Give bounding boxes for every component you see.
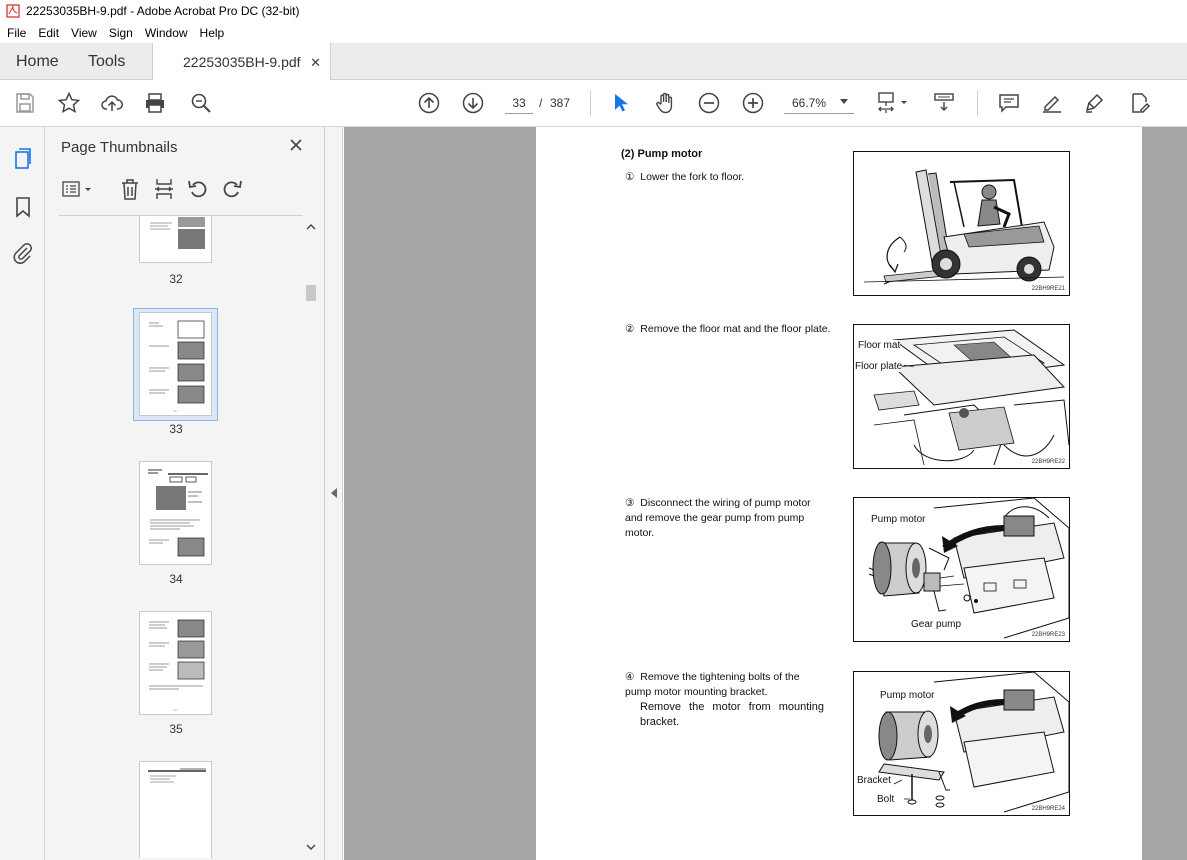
label-gear-pump: Gear pump <box>911 619 962 630</box>
step-text: Remove the tightening bolts of the pump motor mounting bracket. <box>625 671 800 698</box>
attachments-paperclip-icon[interactable] <box>11 241 35 265</box>
page-thumbnails-icon[interactable] <box>11 147 35 171</box>
document-viewport[interactable] <box>344 127 1187 860</box>
thumbnail-page[interactable] <box>139 611 212 715</box>
scroll-down-icon[interactable] <box>306 843 316 851</box>
page-separator: / <box>539 96 543 110</box>
scroll-mode-icon[interactable] <box>932 91 956 115</box>
page-number-input[interactable] <box>505 92 533 114</box>
menu-sign[interactable]: Sign <box>108 25 133 40</box>
step-text: Lower the fork to floor. <box>640 171 745 183</box>
zoom-level-select[interactable] <box>784 92 854 114</box>
label-bracket: Bracket <box>857 775 891 786</box>
page-fit-icon[interactable] <box>876 91 912 115</box>
thumbnail-options-icon[interactable] <box>61 179 95 201</box>
page-thumbnails-panel <box>45 127 325 860</box>
menu-bar <box>0 22 1187 43</box>
thumbnail-number: 35 <box>169 722 183 736</box>
zoom-in-icon[interactable] <box>741 91 765 115</box>
title-bar <box>0 0 1187 22</box>
thumbnail-number: 34 <box>169 572 183 586</box>
figure-forklift <box>853 151 1070 296</box>
zoom-out-icon[interactable] <box>697 91 721 115</box>
bookmark-star-icon[interactable] <box>57 91 81 115</box>
print-icon[interactable] <box>143 91 167 115</box>
total-pages: 387 <box>550 96 571 110</box>
tab-home[interactable]: Home <box>16 52 59 70</box>
step-number: ② <box>625 323 635 335</box>
toolbar-divider <box>977 90 978 116</box>
highlight-pen-icon[interactable] <box>1040 91 1064 115</box>
figure-gear-pump <box>853 497 1070 642</box>
figure-code: 22BH9RE24 <box>1031 806 1065 812</box>
toolbar <box>0 80 1187 127</box>
tab-document-label: 22253035BH-9.pdf <box>183 54 301 70</box>
bookmarks-icon[interactable] <box>11 195 35 219</box>
previous-page-icon[interactable] <box>417 91 441 115</box>
menu-file[interactable]: File <box>7 25 27 40</box>
rotate-right-icon[interactable] <box>221 177 243 201</box>
step-number: ④ <box>625 671 635 683</box>
menu-help[interactable]: Help <box>199 25 225 40</box>
navigation-rail <box>0 127 45 860</box>
hand-tool-icon[interactable] <box>653 91 677 115</box>
comment-icon[interactable] <box>997 91 1021 115</box>
scroll-thumb[interactable] <box>306 285 316 301</box>
figure-mounting-bracket <box>853 671 1070 816</box>
label-floor-mat: Floor mat <box>858 340 901 351</box>
close-tab-icon[interactable]: ✕ <box>310 55 321 70</box>
tab-bar <box>0 43 1187 80</box>
window-title: 22253035BH-9.pdf - Adobe Acrobat Pro DC (32-bit) <box>26 4 300 18</box>
sign-pen-icon[interactable] <box>1083 91 1107 115</box>
step-number: ① <box>625 171 635 183</box>
thumbnail-page-selected[interactable] <box>139 312 212 416</box>
thumbnail-list[interactable] <box>59 215 305 858</box>
tab-document[interactable] <box>152 43 331 81</box>
step-4-continued: Remove the motor from mounting bracket. <box>640 701 824 728</box>
collapse-panel-handle[interactable] <box>325 127 343 860</box>
collapse-arrow-icon <box>331 488 337 498</box>
menu-window[interactable]: Window <box>144 25 188 40</box>
next-page-icon[interactable] <box>461 91 485 115</box>
close-panel-icon[interactable] <box>288 137 304 153</box>
rotate-left-icon[interactable] <box>187 177 209 201</box>
thumbnail-number: 33 <box>169 422 183 436</box>
upload-cloud-icon[interactable] <box>100 91 124 115</box>
panel-title: Page Thumbnails <box>61 139 178 156</box>
label-pump-motor: Pump motor <box>871 514 926 525</box>
acrobat-icon <box>6 4 20 18</box>
step-3 <box>625 496 825 541</box>
step-text: Remove the floor mat and the floor plate. <box>640 323 831 335</box>
toolbar-divider <box>590 90 591 116</box>
step-4 <box>625 670 825 700</box>
thumbnail-number: 32 <box>169 272 183 286</box>
insert-page-icon[interactable] <box>153 177 175 201</box>
figure-code: 22BH9RE23 <box>1031 632 1065 638</box>
figure-code: 22BH9RE22 <box>1031 459 1065 465</box>
thumbnail-page[interactable] <box>139 761 212 858</box>
menu-view[interactable]: View <box>71 25 97 40</box>
chevron-down-icon <box>840 99 848 104</box>
figure-code: 22BH9RE21 <box>1031 286 1065 292</box>
step-2 <box>625 322 835 337</box>
label-floor-plate: Floor plate <box>855 361 903 372</box>
step-number: ③ <box>625 497 635 509</box>
section-heading: (2) Pump motor <box>621 148 703 160</box>
thumbnail-page[interactable] <box>139 461 212 565</box>
step-1 <box>625 170 825 185</box>
thumbnail-scrollbar[interactable] <box>303 215 319 858</box>
edit-pdf-icon[interactable] <box>1127 91 1151 115</box>
thumbnail-page[interactable] <box>139 215 212 263</box>
label-pump-motor: Pump motor <box>880 690 935 701</box>
zoom-search-icon[interactable] <box>189 91 213 115</box>
figure-floor-plate <box>853 324 1070 469</box>
delete-trash-icon[interactable] <box>119 177 141 201</box>
thumbnail-tools <box>59 177 314 203</box>
step-text: Disconnect the wiring of pump motor and remove the gear pump from pump motor. <box>625 497 811 539</box>
menu-edit[interactable]: Edit <box>38 25 60 40</box>
label-bolt: Bolt <box>877 794 895 805</box>
zoom-level-value: 66.7% <box>792 96 827 110</box>
tab-tools[interactable]: Tools <box>88 52 126 70</box>
save-icon[interactable] <box>13 91 37 115</box>
pdf-page <box>536 127 1142 860</box>
select-arrow-icon[interactable] <box>609 91 633 115</box>
scroll-up-icon[interactable] <box>306 223 316 231</box>
